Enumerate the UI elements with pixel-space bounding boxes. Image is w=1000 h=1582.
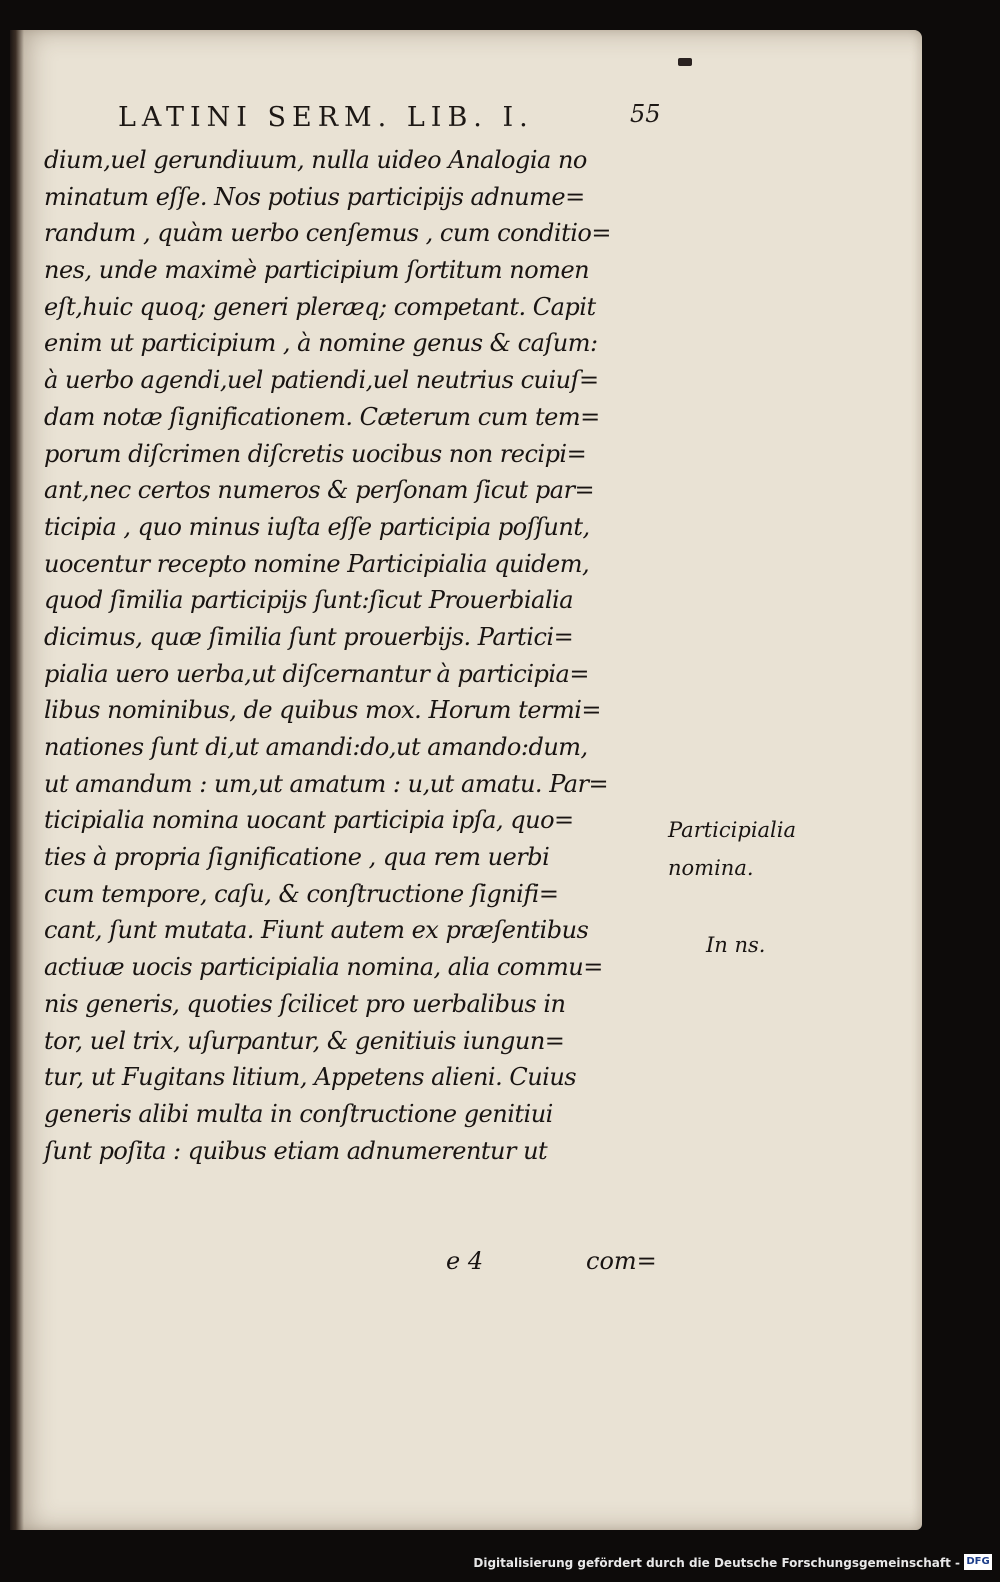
book-spine-shadow: [10, 30, 24, 1530]
page-number: 55: [630, 100, 661, 128]
margin-note-inns: In ns.: [706, 933, 766, 957]
signature-line: [446, 1247, 666, 1275]
text-line: cum tempore, caſu, & conſtructione ſignifi=: [44, 879, 559, 908]
text-line: dam notæ ſignificationem. Cæterum cum tem=: [44, 402, 600, 431]
text-line: ſunt poſita : quibus etiam adnumerentur ut: [44, 1136, 548, 1165]
text-line: ticipia , quo minus iuſta eſſe participia poſſunt,: [44, 512, 590, 541]
text-line: nes, unde maximè participium ſortitum nomen: [44, 256, 590, 285]
text-line: minatum eſſe. Nos potius participijs adnume=: [44, 182, 585, 211]
text-line: uocentur recepto nomine Participialia quidem,: [44, 549, 590, 578]
text-line: generis alibi multa in conſtructione genitiui: [44, 1099, 553, 1128]
text-line: ant,nec certos numeros & perſonam ſicut par=: [44, 476, 595, 505]
text-line: nationes ſunt di,ut amandi:do,ut amando:dum,: [44, 733, 588, 761]
text-line: eſt,huic quoq; generi pleræq; competant. Capit: [44, 292, 596, 321]
text-line: ties à propria ſignificatione , qua rem uerbi: [44, 843, 550, 872]
digitization-credit: Digitalisierung gefördert durch die Deutsche Forschungsgemeinschaft -: [473, 1556, 960, 1570]
text-line: tur, ut Fugitans litium, Appetens alieni. Cuius: [44, 1063, 577, 1092]
margin-note-participialia: Participialia: [668, 818, 797, 842]
text-line: ticipialia nomina uocant participia ipſa, quo=: [44, 806, 574, 835]
signature-mark: e 4: [446, 1247, 484, 1275]
margin-note-nomina: nomina.: [668, 856, 754, 880]
text-line: dium,uel gerundiuum, nulla uideo Analogia no: [44, 146, 587, 174]
ink-mark: [678, 58, 692, 66]
text-line: libus nominibus, de quibus mox. Horum termi=: [44, 696, 601, 725]
text-line: tor, uel trix, uſurpantur, & genitiuis iungun=: [44, 1026, 565, 1055]
text-line: enim ut participium , à nomine genus & caſum:: [44, 329, 598, 358]
text-line: pialia uero uerba,ut diſcernantur à participia=: [44, 659, 589, 688]
text-line: quod ſimilia participijs ſunt:ſicut Prouerbialia: [44, 586, 574, 615]
text-line: porum diſcrimen diſcretis uocibus non recipi=: [44, 439, 587, 468]
text-line: ut amandum : um,ut amatum : u,ut amatu. Par=: [44, 769, 609, 798]
catchword: com=: [586, 1247, 657, 1275]
dfg-logo-icon: DFG: [964, 1554, 992, 1570]
text-line: cant, ſunt mutata. Fiunt autem ex præſentibus: [44, 916, 589, 945]
body-text: [44, 142, 664, 1169]
text-line: actiuæ uocis participialia nomina, alia commu=: [44, 953, 603, 982]
running-title: LATINI SERM. LIB. I.: [118, 102, 534, 133]
text-line: à uerbo agendi,uel patiendi,uel neutrius cuiuſ=: [44, 366, 599, 395]
text-line: dicimus, quæ ſimilia ſunt prouerbijs. Partici=: [44, 622, 574, 651]
text-line: nis generis, quoties ſcilicet pro uerbalibus in: [44, 989, 566, 1018]
text-line: randum , quàm uerbo cenſemus , cum conditio=: [44, 219, 611, 248]
